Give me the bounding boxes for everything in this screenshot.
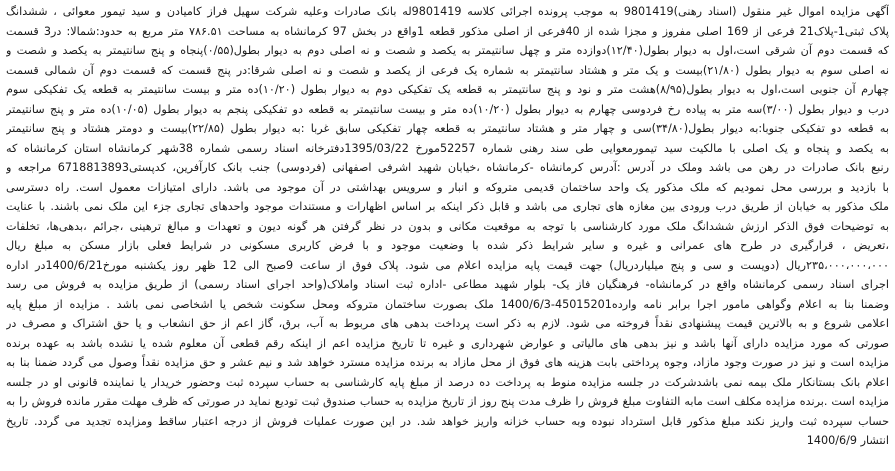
notice-line: که قسمت دوم آن شرقی است،اول به دیوار بطول(۱۲/۴۰)دوازده متر و چهل سانتیمتر به یکصد و شصت و نه اصلی دوم به دیوار بطول(۰/۵۵)پنجاه و پنج سانتیمتر به یکصد و شصت و	[6, 44, 889, 57]
notice-line: با بازدید و بررسی محل نمودیم که ملک مذکور یک واحد ساختمان قدیمی متروکه و انبار و سرویس بهداشتی در آن موجود می باشد. دارای امتیازات معمول است. راه دسترسی	[6, 180, 889, 194]
notice-line: مزایده است .برنده مزایده مکلف است مابه التفاوت مبلغ فروش را ظرف مدت پنج روز از تاریخ مزایده به حساب صندوق ثبت تودیع نماید در صورتی که ظرف مهلت مقرر مانده فروش را به	[6, 395, 889, 408]
notice-line: اجرای اسناد رسمی کرمانشاه واقع در کرمانشاه- فرهنگیان فاز یک- بلوار شهید مطاعی -اداره ثبت اسناد واملاک(واحد اجرای اسناد رسمی) از طریق مزایده به فروش می رسد	[6, 278, 889, 291]
notice-line: مزایده است و نیز در صورت وجود مازاد، وجوه پرداختی بابت هزینه های فوق از محل مازاد به برنده مزایده مسترد خواهد شد و نیم عشر و حق مزایده نقداً وصول می گردد ضمنا بنا به	[6, 356, 889, 369]
notice-line: صورتی که مورد مزایده دارای آنها باشد و نیز بدهی های مالیاتی و عوارض شهرداری و غیره تا تاریخ مزایده اعم از اینکه رقم قطعی آن معلوم شده یا نشده باشد به عهده برنده	[6, 336, 889, 350]
notice-line: اعلامی شروع و به بالاترین قیمت پیشنهادی نقداً فروخته می شود. لازم به ذکر است پرداخت بدهی های مربوط به آب، برق، گاز اعم از حق انشعاب و یا حق اشتراک و مصرف در	[6, 317, 889, 330]
notice-line: ،تعریض ، قرارگیری در طرح های عمرانی و غیره و سایر شرایط ذکر شده با وضعیت موجود و با فرض کاربری مسکونی در شرایط فعلی بازار مسکن به مبلغ ریال	[6, 239, 889, 252]
notice-line: به یکصد و پنجاه و یک اصلی با مالکیت سید تیمورمعوایی طی سند رهنی شماره 52257مورخ 1395/03/22دفترخانه اسناد رسمی شماره 38شهر کرمانشاه استان کرمانشاه که	[6, 141, 889, 155]
notice-line: حساب سپرده ثبت واریز نکند مبلغ مذکور قابل استرداد نبوده وبه حساب خزانه واریز خواهد شد. در این صورت عملیات فروش از درجه اعتبار ساقط ومزایده تجدید می گردد. تاریخ	[6, 414, 889, 428]
notice-line: پلاک ثبتی1-پلاک21 فرعی از 169 اصلی مفروز و مجزا شده از 40فرعی از اصلی مذکور قطعه 1واقع در بخش 97 کرمانشاه به مساحت ۷۸۶.۵۱ متر مربع به حدود:شمالا: در3 قسمت	[6, 24, 889, 38]
notice-line: اعلام بانک بستانکار ملک بیمه نمی باشدشرکت در جلسه مزایده منوط به پرداخت ده درصد از مبلغ پایه کارشناسی به حساب سپرده ثبت وحضور خریدار یا نماینده قانونی او در جلسه	[6, 375, 889, 389]
notice-line: درب و دیوار بطول (۳/۰۰)سه متر به پیاده رخ فردوسی چهارم به دیوار بطول (۱۰/۲۰)ده متر و بیست سانتیمتر به قطعه دو تفکیکی پنجم به دیوار بطول (۱۰/۰۵)ده متر و پنج سانتیمتر	[6, 102, 889, 116]
notice-line: چهارم آن جنوبی است،اول به دیوار بطول(۸/۹۵)هشت متر و نود و پنج سانتیمتر به قطعه یک تفکیکی دوم به دیوار بطول (۱۰/۲۰)ده متر و بیست سانتیمتر به قطعه یک تفکیکی سوم	[6, 83, 889, 96]
notice-line: رنبع بانک صادرات در رهن می باشد وملک در آدرس :آدرس کرمانشاه -کرمانشاه ،خیابان شهید اشرفی اصفهانی (فردوسی) جنب بانک کارآفرین، کدپستی6718813893 مراجعه و	[6, 161, 889, 174]
notice-line: ۲۳۵،۰۰۰،۰۰۰،۰۰۰ریال (دویست و سی و پنج میلیاردریال) جهت قیمت پایه مزایده اعلام می شود. پلاک فوق از ساعت 9صبح الی 12 ظهر روز یکشنبه مورخ1400/6/21در اداره	[6, 258, 889, 272]
notice-line: ملک مذکور به خیابان از طریق درب ورودی بین مغازه های تجاری می باشد و قابل ذکر اینکه بر اساس اظهارات و مستندات موجود واحدهای تجاری جزء این ملک نمی باشند. با عنایت	[6, 200, 889, 213]
notice-line: آگهی مزایده اموال غیر منقول (اسناد رهنی)9801419 به موجب پرونده اجرائی کلاسه 9801419له بانک صادرات وعلیه شرکت سهیل فراز کامیادن و سید تیمور معوائی ، ششدانگ	[6, 5, 889, 18]
publication-date-line: انتشار 1400/6/9	[806, 434, 889, 447]
notice-line: نه اصلی سوم به دیوار بطول (۲۱/۸۰)بیست و یک متر و هشتاد سانتیمتر به شماره یک فرعی از یکصد و شصت و نه اصلی شرقا:در پنج قسمت که قسمت دوم آن شمالی قسمت	[6, 63, 889, 77]
notice-line: به توضیحات فوق الذکر ارزش ششدانگ ملک مورد کارشناسی با توجه به موقعیت مکانی و بدون در نظر گرفتن هر گونه دیون و تعهدات و مبالغ ترهینی ،جرائم ،بدهی‌ها، تخلفات	[6, 219, 889, 233]
notice-line: وضمنا بنا به اعلام وگواهی مامور اجرا برابر نامه وارده45015201-1400/6/3 ملک بصورت ساختمان متروکه ومحل سکونت شخص یا اشخاصی نمی باشد . مزایده از مبلغ پایه	[6, 297, 889, 311]
notice-line: به قطعه دو تفکیکی جنوبا:به دیوار بطول(۳۴/۸۰)سی و چهار متر و هشتاد سانتیمتر به قطعه چهار تفکیکی سابق غربا :به دیوار بطول (۲۲/۸۵)بیست و دومتر هشتاد و پنج سانتیمتر	[6, 122, 889, 135]
